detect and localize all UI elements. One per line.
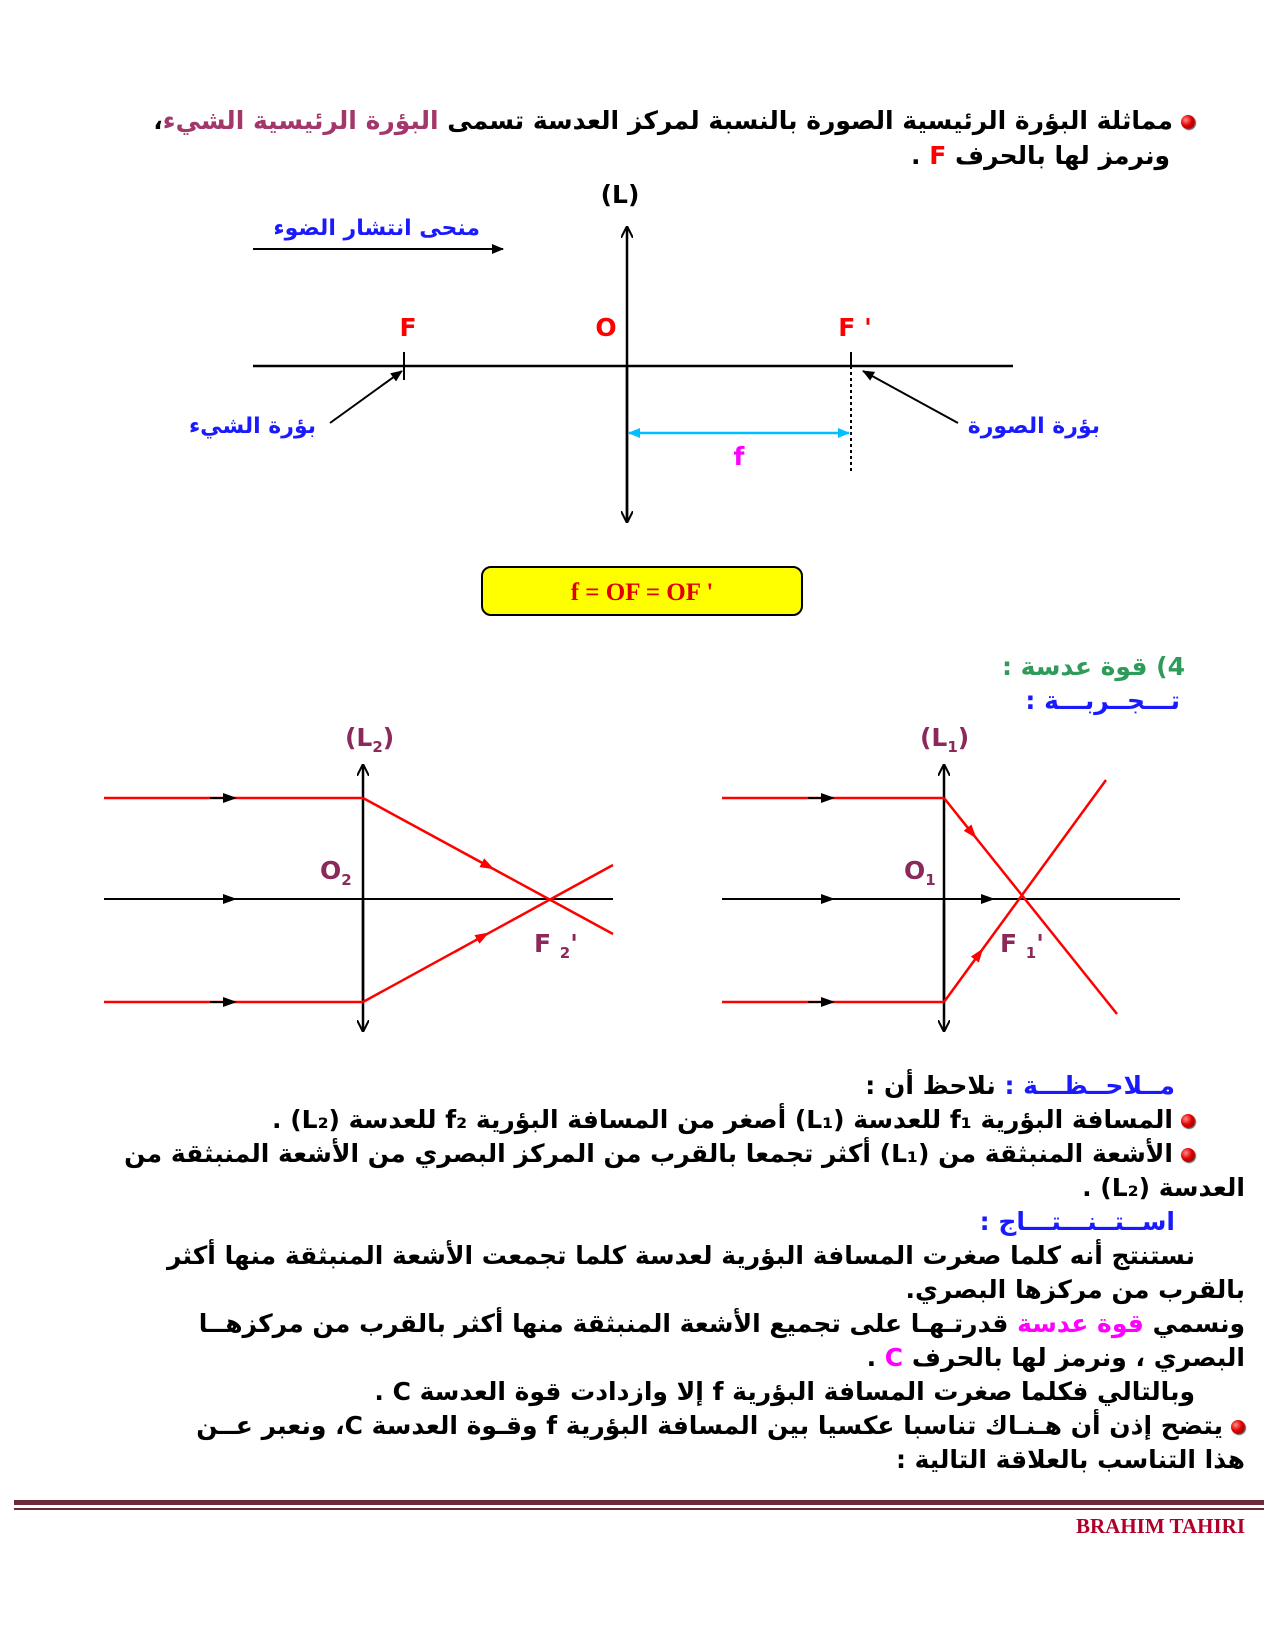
lens-power-experiment-diagram (0, 715, 1275, 1040)
O2-label: $O_2$ (320, 856, 352, 889)
object-focus-label: بؤرة الشيء (188, 414, 316, 439)
footer-divider (14, 1500, 1264, 1505)
bullet-icon (1231, 1420, 1245, 1434)
F1-prime-label: F $_1$' (1000, 929, 1044, 962)
O-label: O (595, 313, 617, 342)
lens-L2-label: $(L_2)$ (345, 723, 395, 756)
conclusion-p1-line2: بالقرب من مركزها البصري. (905, 1275, 1245, 1304)
intro-line-1: مماثلة البؤرة الرئيسية الصورة بالنسبة لمركز العدسة تسمى البؤرة الرئيسية الشيء، (15, 104, 1195, 138)
lens-label: (L) (600, 180, 640, 209)
experiment-title: تـــجــربـــة : (1025, 686, 1180, 715)
notes-bullet-2-cont: العدسة (L₂) . (1082, 1173, 1245, 1202)
object-focus-pointer (330, 371, 402, 423)
notes-bullet-1: المسافة البؤرية f₁ للعدسة (L₁) أصغر من المسافة البؤرية f₂ للعدسة (L₂) . (15, 1103, 1195, 1137)
author-name: BRAHIM TAHIRI (1076, 1514, 1245, 1538)
section-title-lens-power: 4) قوة عدسة : (1001, 652, 1185, 681)
notes-heading: مــلاحــظـــة : نلاحظ أن : (865, 1071, 1175, 1100)
object-focus-term: البؤرة الرئيسية الشيء (162, 106, 439, 135)
image-focus-label: بؤرة الصورة (967, 414, 1100, 439)
bullet-icon (1181, 115, 1195, 129)
focal-length-label: f (733, 442, 745, 471)
notes-bullet-2: الأشعة المنبثقة من (L₁) أكثر تجمعا بالقرب من المركز البصري من الأشعة المنبثقة من (15, 1137, 1195, 1171)
F2-prime-label: F $_2$' (534, 929, 578, 962)
conclusion-p1-line1: نستنتج أنه كلما صغرت المسافة البؤرية لعدسة كلما تجمعت الأشعة المنبثقة منها أكثر (167, 1241, 1195, 1270)
bullet-icon (1181, 1114, 1195, 1128)
lens-L1-label: $(L_1)$ (920, 723, 970, 756)
focal-length-formula: f = OF = OF ' (481, 566, 803, 616)
conclusion-p2: ونسمي قوة عدسة قدرتـهـا على تجميع الأشعة المنبثقة منها أكثر بالقرب من مركزهــا (198, 1309, 1245, 1338)
footer-divider-thin (14, 1508, 1264, 1510)
lens-power-term: قوة عدسة (1017, 1309, 1144, 1338)
conclusion-p5-line1: يتضح إذن أن هـنـاك تناسبا عكسيا بين المسافة البؤرية f وقـوة العدسة C، ونعبر عــن (45, 1409, 1245, 1443)
focal-points-diagram (0, 175, 1275, 540)
bullet-icon (1181, 1148, 1195, 1162)
conclusion-title: اســتــنـــتـــاج : (979, 1207, 1175, 1236)
conclusion-p5-line2: هذا التناسب بالعلاقة التالية : (895, 1445, 1245, 1474)
conclusion-p4: وبالتالي فكلما صغرت المسافة البؤرية f إلا وازدادت قوة العدسة C . (374, 1377, 1195, 1406)
O1-label: $O_1$ (904, 856, 936, 889)
propagation-direction-label: منحى انتشار الضوء (273, 216, 480, 241)
image-focus-pointer (863, 371, 958, 423)
F-label: F (399, 313, 417, 342)
L1-ray-top-out-arrow (958, 816, 972, 833)
F-prime-label: F ' (838, 313, 872, 342)
L2-ray-bottom-out-arrow (455, 936, 483, 952)
L2-ray-top-out-arrow (460, 851, 488, 866)
conclusion-p3: البصري ، ونرمز لها بالحرف C . (866, 1343, 1245, 1372)
L1-ray-bottom-out-arrow (965, 954, 979, 973)
intro-line-2: ونرمز لها بالحرف F . (911, 141, 1170, 170)
